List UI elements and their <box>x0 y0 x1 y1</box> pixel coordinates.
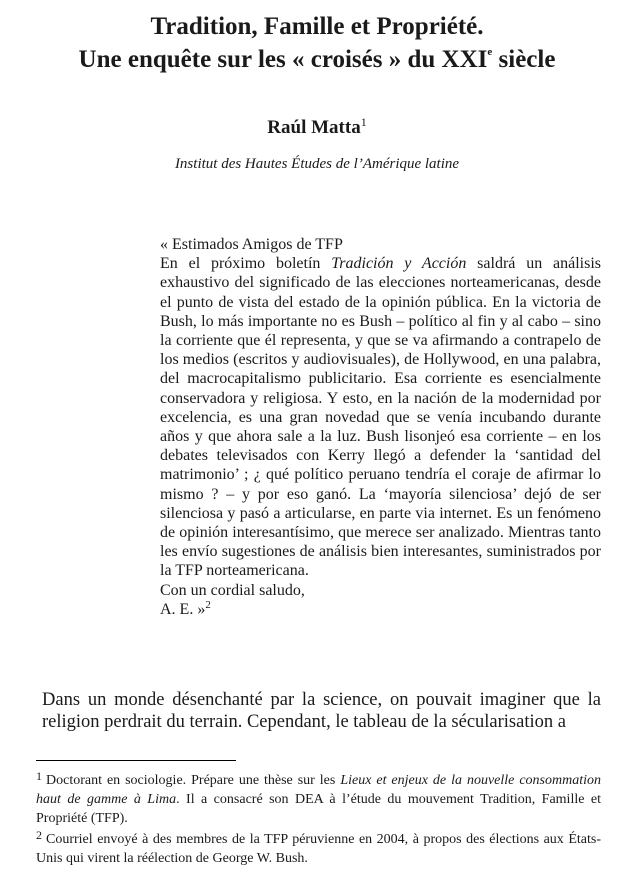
quote-signature <box>160 600 601 619</box>
title-line-2 <box>0 43 634 76</box>
author-name <box>0 117 634 139</box>
title-line-1: Tradition, Famille et Propriété. <box>150 13 484 40</box>
quote-body <box>160 254 601 580</box>
author-footnote-ref[interactable]: 1 <box>360 115 367 129</box>
signature-footnote-ref[interactable]: 2 <box>205 598 211 611</box>
footnote-2-text: Courriel envoyé à des membres de la TFP péruvienne en 2004, à propos des élections aux États-Unis qui virent la réélection de George W. Bush. <box>36 832 601 866</box>
quote-signature-text: A. E. » <box>160 600 206 618</box>
footnote-1-number: 1 <box>36 769 42 783</box>
quote-body-start: En el próximo boletín <box>160 255 332 273</box>
footnote-1-text-end: . Il a consacré son DEA à l’étude du mouvement Tradition, Famille et Propriété (TFP). <box>36 792 601 826</box>
footnote-1 <box>36 771 601 828</box>
quote-greeting: « Estimados Amigos de TFP <box>160 236 343 253</box>
title-line-2-end: siècle <box>492 46 556 73</box>
quote-body-rest: saldrá un análisis exhaustivo del significado de las elecciones norteamericanas, desde el punto de vista del estado de la opinión pública. En la victoria de Bush, lo más importante no es Bush – político al fin y al cabo – sino la corriente que él representa, y que se va afirmando a contrapelo de los medios (escritos y audiovisuales), de Hollywood, en una palabra, del macrocapitalismo publicitario. Esa corriente es esencialmente conservadora y religiosa. Y esto, en la nación de la modernidad por excelencia, es una gran novedad que se venía incubando durante años y que ahora sale a la luz. Bush lisonjeó esa corriente – en los debates televisados con Kerry llegó a defender la ‘santidad del matrimonio’ ; ¿ qué político peruano tendría el coraje de afirmar lo mismo ? – y por eso ganó. La ‘mayoría silenciosa’ dejó de ser silenciosa y pasó a articularse, en parte via internet. Es un fenómeno de opinión interesantísimo, que merece ser analizado. Mientras tanto les envío sugestiones de análisis bien interesantes, suministrados por la TFP norteamericana. <box>160 255 602 580</box>
quote-closing: Con un cordial saludo, <box>160 581 305 599</box>
footnote-1-text: Doctorant en sociologie. Prépare une thèse sur les <box>46 773 341 788</box>
article-title <box>0 10 634 76</box>
footnote-2 <box>36 830 601 868</box>
footnote-2-number: 2 <box>36 828 42 842</box>
title-century-superscript: e <box>487 46 493 58</box>
footnotes <box>36 771 601 870</box>
author-affiliation: Institut des Hautes Études de l’Amérique latine <box>174 156 460 172</box>
footnote-1-thesis-title: Lieux et enjeux de la nouvelle consommation haut de gamme à Lima <box>36 773 601 807</box>
title-line-2-text: Une enquête sur les « croisés » du XXI <box>78 46 488 73</box>
footnote-divider <box>36 760 236 761</box>
author-name-text: Raúl Matta <box>267 117 361 138</box>
block-quote <box>160 235 601 619</box>
quote-bulletin-title: Tradición y Acción <box>331 255 467 273</box>
body-paragraph: Dans un monde désenchanté par la science, on pouvait imaginer que la religion perdrait du terrain. Cependant, le tableau de la sécularisation a <box>42 690 601 732</box>
